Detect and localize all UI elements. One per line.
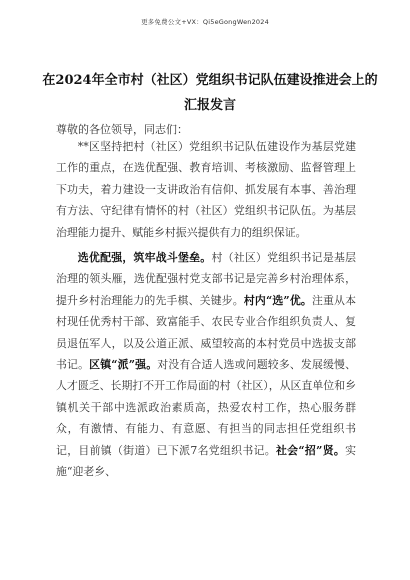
subheading-social-recruit: 社会“招”贤。: [275, 443, 346, 457]
section-text-c: 对没有合适人选或问题较多、发展缓慢、人才匮乏、长期打不开工作局面的村（社区），从区直单位和乡镇机关干部中选派政治素质高，热爱农村工作，热心服务群众，有激情、有能力、有意愿、有担当的同志担任党组织书记，目前镇（街道）已下派7名党组织书记。: [56, 358, 356, 457]
subheading-village-select: 村内“选”优。: [243, 293, 312, 307]
paragraph-section1: [56, 247, 356, 482]
header-note: 更多免费公文+VX：Qi5eGongWen2024: [141, 18, 269, 26]
document-title-line1: 在2024年全市村（社区）党组织书记队伍建设推进会上的: [42, 73, 378, 88]
paragraph-intro: [56, 136, 356, 243]
document-title-line2: 汇报发言: [183, 98, 236, 113]
salutation: 尊敬的各位领导，同志们：: [56, 123, 188, 136]
section-text-d: 实施“迎老乡、: [56, 443, 356, 479]
paragraph-section1-text: [56, 247, 356, 482]
section-text-b: 注重从本村现任优秀村干部、致富能手、农民专业合作组织负责人、复员退伍军人，以及公道正派、威望较高的本村党员中选拔支部书记。: [56, 293, 356, 372]
section-heading: 选优配强，筑牢战斗堡垒。: [77, 251, 212, 264]
paragraph-intro-text: **区坚持把村（社区）党组织书记队伍建设作为基层党建工作的重点，在选优配强、教育培训、考核激励、监督管理上下功夫，着力建设一支讲政治有信仰、抓发展有本事、善治理有方法、守纪律有情怀的村（社区）党组织书记队伍。为基层治理能力提升、赋能乡村振兴提供有力的组织保证。: [56, 140, 356, 239]
section-text-a: 村（社区）党组织书记是基层治理的领头雁，选优配强村党支部书记是完善乡村治理体系，提升乡村治理能力的先手棋、关键步。: [56, 251, 356, 307]
subheading-district-dispatch: 区镇“派”强。: [89, 358, 158, 372]
